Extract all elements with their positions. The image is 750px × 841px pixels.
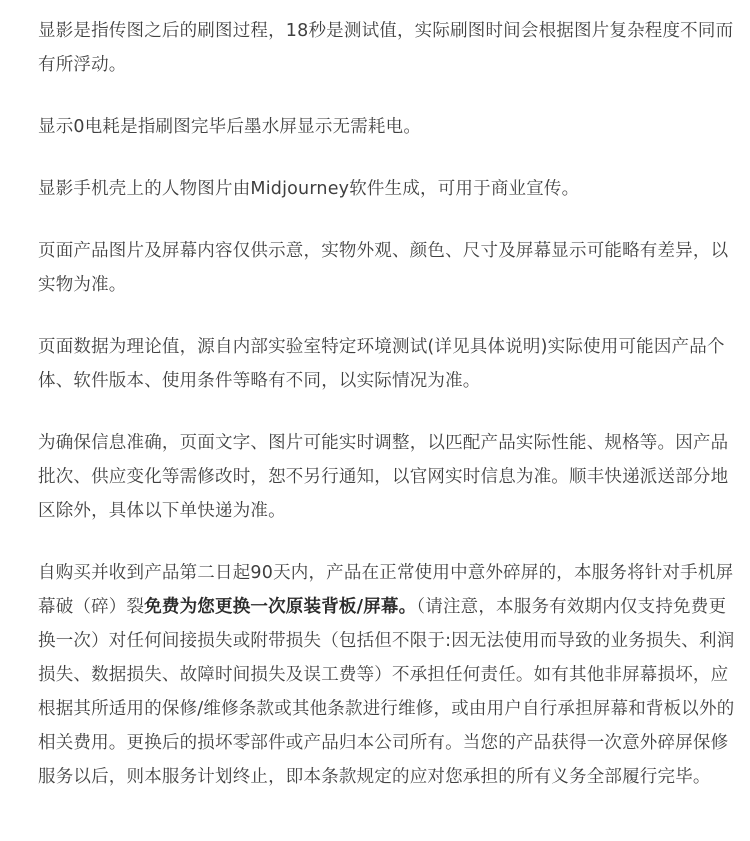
service-highlight: 免费为您更换一次原装背板/屏幕。 (144, 597, 417, 617)
service-intro: 自购买并收到产品第二日起90天内，产品在正常使用中意外碎屏的，本服务将针对手机屏幕破（碎）裂 (38, 563, 734, 617)
note-refresh-time: 显影是指传图之后的刷图过程，18秒是测试值，实际刷图时间会根据图片复杂程度不同而有所浮动。 (38, 21, 734, 75)
note-zero-power: 显示0电耗是指刷图完毕后墨水屏显示无需耗电。 (38, 117, 422, 137)
note-info-accuracy: 为确保信息准确，页面文字、图片可能实时调整，以匹配产品实际性能、规格等。因产品批次、供应变化等需修改时，恕不另行通知，以官网实时信息为准。顺丰快递派送部分地区除外，具体以下单快递为准。 (38, 433, 729, 521)
screen-service-terms (38, 556, 736, 794)
service-rest: （请注意，本服务有效期内仅支持免费更换一次）对任何间接损失或附带损失（包括但不限于:因无法使用而导致的业务损失、利润损失、数据损失、故障时间损失及误工费等）不承担任何责任。如有其他非屏幕损坏，应根据其所适用的保修/维修条款或其他条款进行维修，或由用户自行承担屏幕和背板以外的相关费用。更换后的损坏零部件或产品归本公司所有。当您的产品获得一次意外碎屏保修服务以后，则本服务计划终止，即本条款规定的应对您承担的所有义务全部履行完毕。 (38, 597, 735, 787)
note-theoretical-data: 页面数据为理论值，源自内部实验室特定环境测试(详见具体说明)实际使用可能因产品个体、软件版本、使用条件等略有不同，以实际情况为准。 (38, 337, 725, 391)
note-product-images: 页面产品图片及屏幕内容仅供示意，实物外观、颜色、尺寸及屏幕显示可能略有差异，以实物为准。 (38, 241, 729, 295)
note-image-source: 显影手机壳上的人物图片由Midjourney软件生成，可用于商业宣传。 (38, 179, 580, 199)
